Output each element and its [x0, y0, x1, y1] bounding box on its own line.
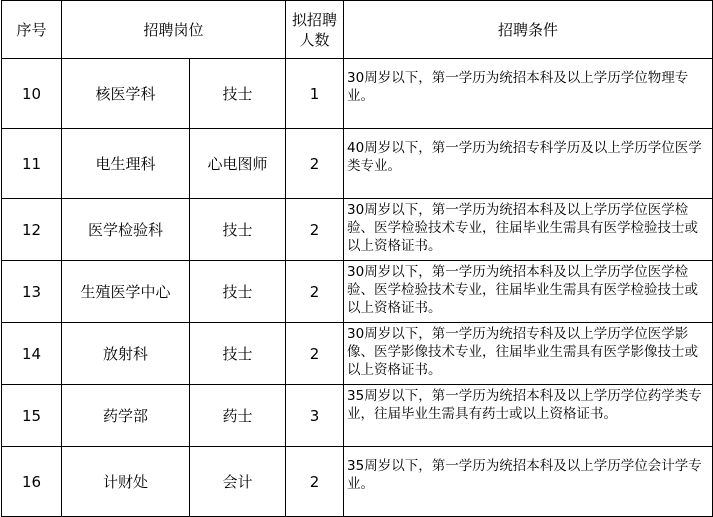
header-seq: 序号	[2, 1, 62, 59]
table-row	[2, 323, 713, 385]
row-requirements: 35周岁以下，第一学历为统招本科及以上学历学位药学类专业，往届毕业生需具有药士或以上资格证书。	[344, 385, 713, 447]
row-dept: 药学部	[62, 385, 190, 447]
recruitment-table	[1, 0, 713, 517]
row-title: 技士	[190, 261, 286, 323]
row-title: 技士	[190, 199, 286, 261]
row-title: 药士	[190, 385, 286, 447]
row-seq: 15	[2, 385, 62, 447]
row-title: 技士	[190, 59, 286, 129]
table-header-row	[2, 1, 713, 59]
row-count: 1	[286, 59, 344, 129]
header-position: 招聘岗位	[62, 1, 286, 59]
row-seq: 10	[2, 59, 62, 129]
row-count: 2	[286, 323, 344, 385]
row-dept: 放射科	[62, 323, 190, 385]
row-seq: 14	[2, 323, 62, 385]
row-count: 2	[286, 447, 344, 517]
row-requirements: 30周岁以下，第一学历为统招专科及以上学历学位医学影像、医学影像技术专业，往届毕业生需具有医学影像技士或以上资格证书。	[344, 323, 713, 385]
row-seq: 13	[2, 261, 62, 323]
row-count: 2	[286, 199, 344, 261]
row-seq: 12	[2, 199, 62, 261]
header-requirements: 招聘条件	[344, 1, 713, 59]
row-count: 3	[286, 385, 344, 447]
table-row	[2, 199, 713, 261]
row-requirements: 30周岁以下，第一学历为统招本科及以上学历学位医学检验、医学检验技术专业，往届毕业生需具有医学检验技士或以上资格证书。	[344, 199, 713, 261]
row-requirements: 30周岁以下，第一学历为统招本科及以上学历学位物理专业。	[344, 59, 713, 129]
table-row	[2, 385, 713, 447]
row-dept: 电生理科	[62, 129, 190, 199]
row-requirements: 35周岁以下，第一学历为统招本科及以上学历学位会计学专业。	[344, 447, 713, 517]
row-seq: 11	[2, 129, 62, 199]
row-dept: 医学检验科	[62, 199, 190, 261]
row-requirements: 30周岁以下，第一学历为统招本科及以上学历学位医学检验、医学检验技术专业，往届毕业生需具有医学检验技士或以上资格证书。	[344, 261, 713, 323]
table-row	[2, 261, 713, 323]
row-dept: 核医学科	[62, 59, 190, 129]
row-count: 2	[286, 261, 344, 323]
row-seq: 16	[2, 447, 62, 517]
table-row	[2, 59, 713, 129]
row-requirements: 40周岁以下，第一学历为统招专科学历及以上学历学位医学类专业。	[344, 129, 713, 199]
row-dept: 生殖医学中心	[62, 261, 190, 323]
header-count: 拟招聘人数	[286, 1, 344, 59]
row-dept: 计财处	[62, 447, 190, 517]
row-count: 2	[286, 129, 344, 199]
row-title: 技士	[190, 323, 286, 385]
row-title: 心电图师	[190, 129, 286, 199]
table-row	[2, 447, 713, 517]
row-title: 会计	[190, 447, 286, 517]
table-row	[2, 129, 713, 199]
